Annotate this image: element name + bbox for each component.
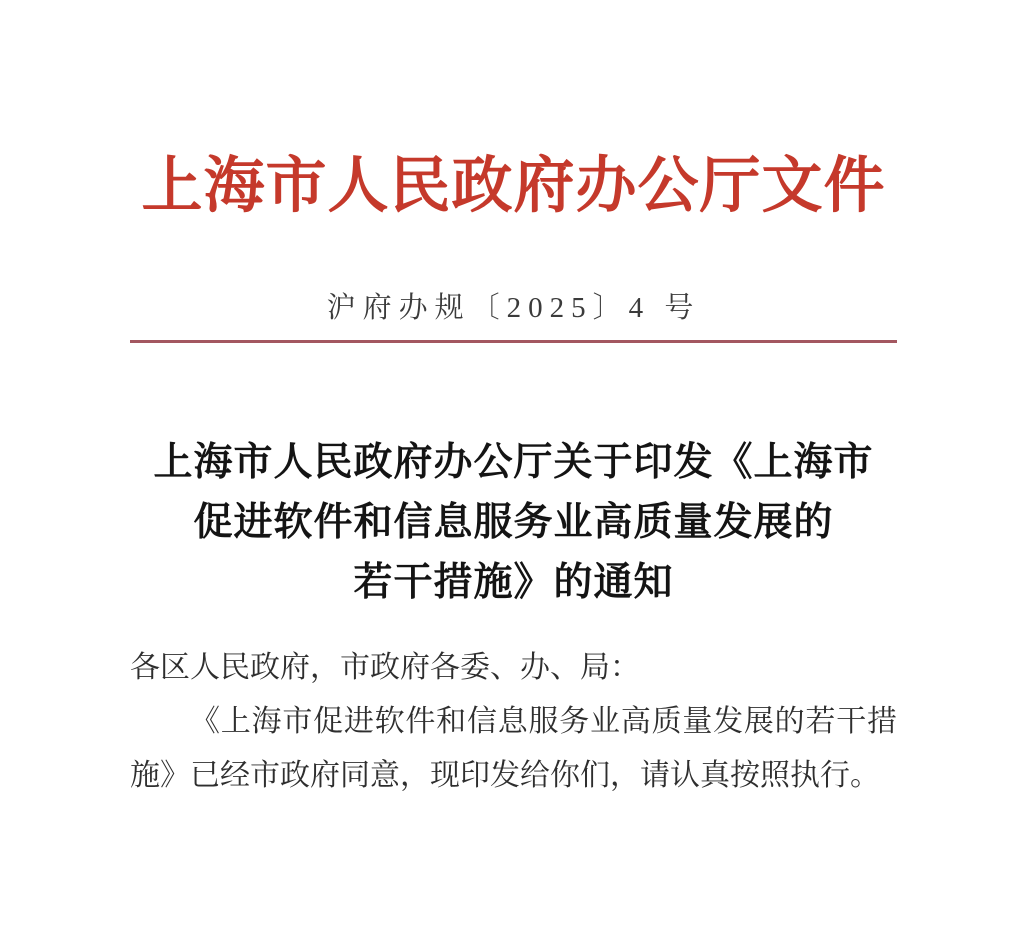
doc-number: 沪府办规〔2025〕4 号 xyxy=(326,292,701,324)
document-title-line-1: 上海市人民政府办公厅关于印发《上海市 xyxy=(153,441,874,484)
document-content xyxy=(130,290,897,803)
document-body xyxy=(130,641,897,803)
red-head-title: 上海市人民政府办公厅文件 xyxy=(141,153,886,220)
document-title-line-3: 若干措施》的通知 xyxy=(353,561,674,604)
document-title xyxy=(130,433,897,613)
salutation: 各区人民政府，市政府各委、办、局： xyxy=(130,651,640,684)
red-divider-line xyxy=(130,340,897,343)
document-title-line-2: 促进软件和信息服务业高质量发展的 xyxy=(193,501,834,544)
body-paragraph: 《上海市促进软件和信息服务业高质量发展的若干措施》已经市政府同意，现印发给你们，请认真按照执行。 xyxy=(130,705,897,792)
